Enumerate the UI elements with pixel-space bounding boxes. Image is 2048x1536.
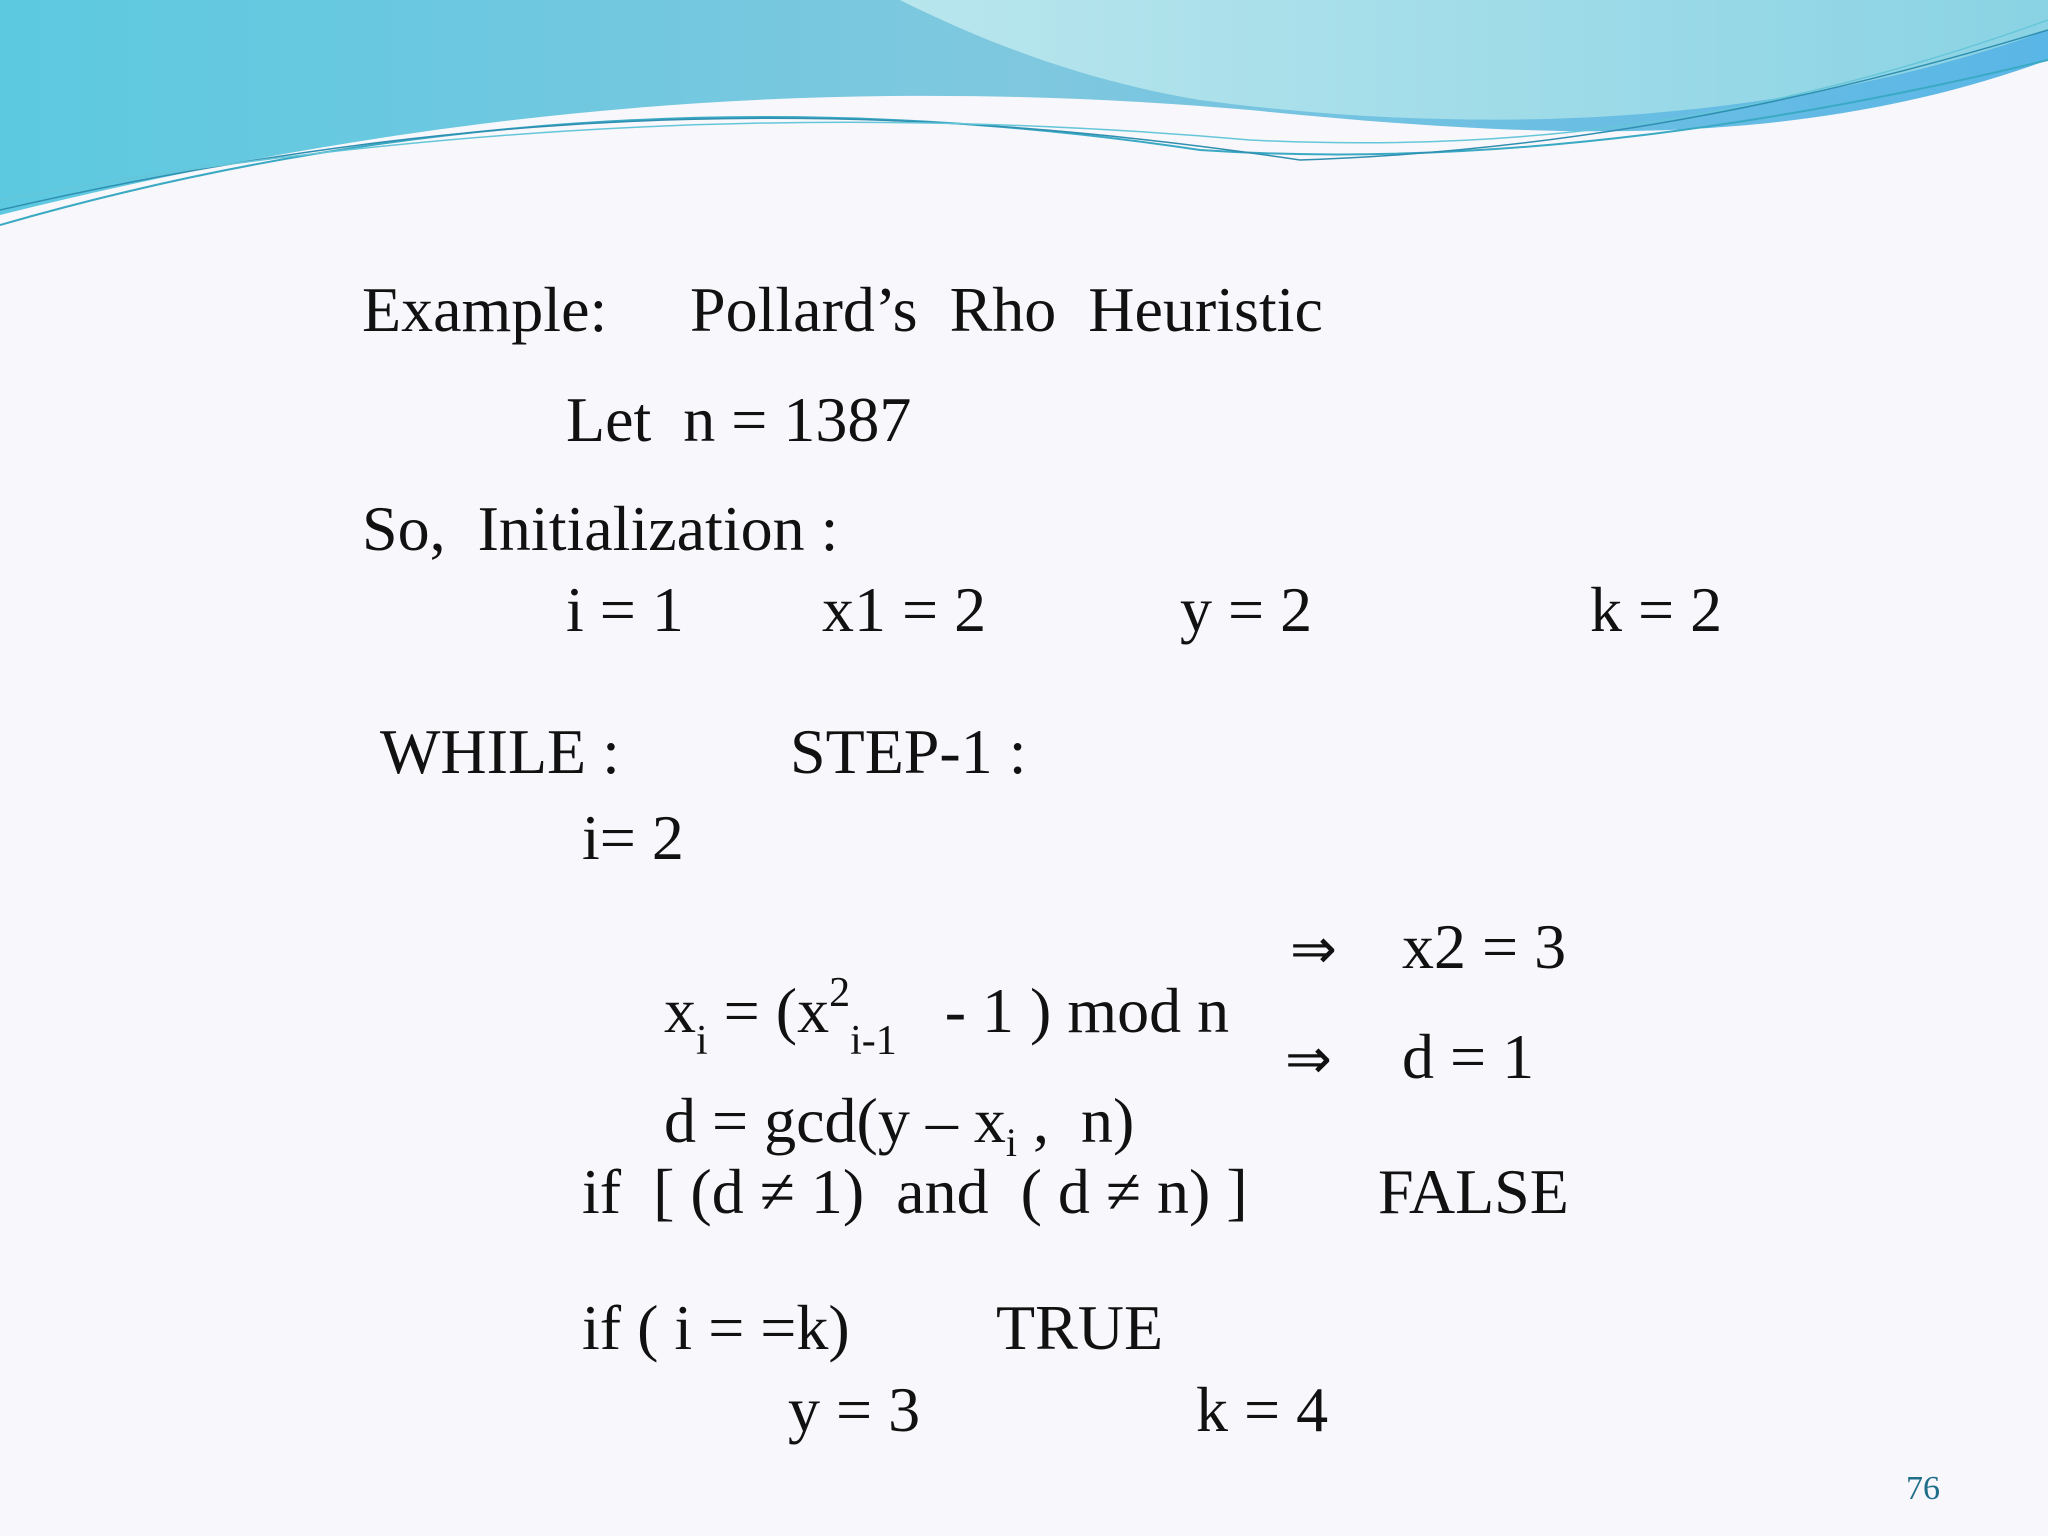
implies-arrow-icon: ⇒: [1290, 917, 1337, 982]
while-label: WHILE :: [380, 716, 620, 787]
init-x1: x1 = 2: [822, 574, 987, 645]
formula-x-eq: = (x: [707, 975, 830, 1046]
implies-arrow-icon: ⇒: [1285, 1027, 1332, 1092]
formula-d-subscript: i: [1005, 1120, 1017, 1165]
let-n-line: Let n = 1387: [566, 384, 912, 455]
if-result-1: FALSE: [1378, 1156, 1569, 1227]
if-result-2: TRUE: [996, 1292, 1164, 1363]
formula-d-rhs: , n): [1016, 1085, 1135, 1156]
if-condition-1: if [ (d ≠ 1) and ( d ≠ n) ]: [582, 1156, 1248, 1227]
assign-y: y = 3: [788, 1374, 921, 1445]
step-label: STEP-1 :: [790, 716, 1027, 787]
init-i: i = 1: [566, 574, 684, 645]
formula-x-rest: - 1 ) mod n: [896, 975, 1230, 1046]
formula-x-var: x: [664, 975, 696, 1046]
init-k: k = 2: [1590, 574, 1723, 645]
formula-d-lhs: d = gcd(y – x: [664, 1085, 1006, 1156]
formula-x-result: x2 = 3: [1402, 911, 1567, 982]
formula-d-result: d = 1: [1402, 1021, 1535, 1092]
formula-x-var-subscript: i: [696, 1018, 708, 1064]
i-value: i= 2: [582, 802, 684, 873]
header-wave-decoration: [0, 0, 2048, 240]
init-y: y = 2: [1180, 574, 1313, 645]
page-number: 76: [1906, 1470, 1940, 1507]
example-label: Example:: [362, 274, 608, 345]
slide-title: Pollard’s Rho Heuristic: [690, 274, 1323, 345]
assign-k: k = 4: [1196, 1374, 1329, 1445]
formula-x-subscript: i-1: [850, 1018, 897, 1064]
if-condition-2: if ( i = =k): [582, 1292, 850, 1363]
formula-x-superscript: 2: [829, 970, 851, 1016]
initialization-label: So, Initialization :: [362, 493, 839, 564]
